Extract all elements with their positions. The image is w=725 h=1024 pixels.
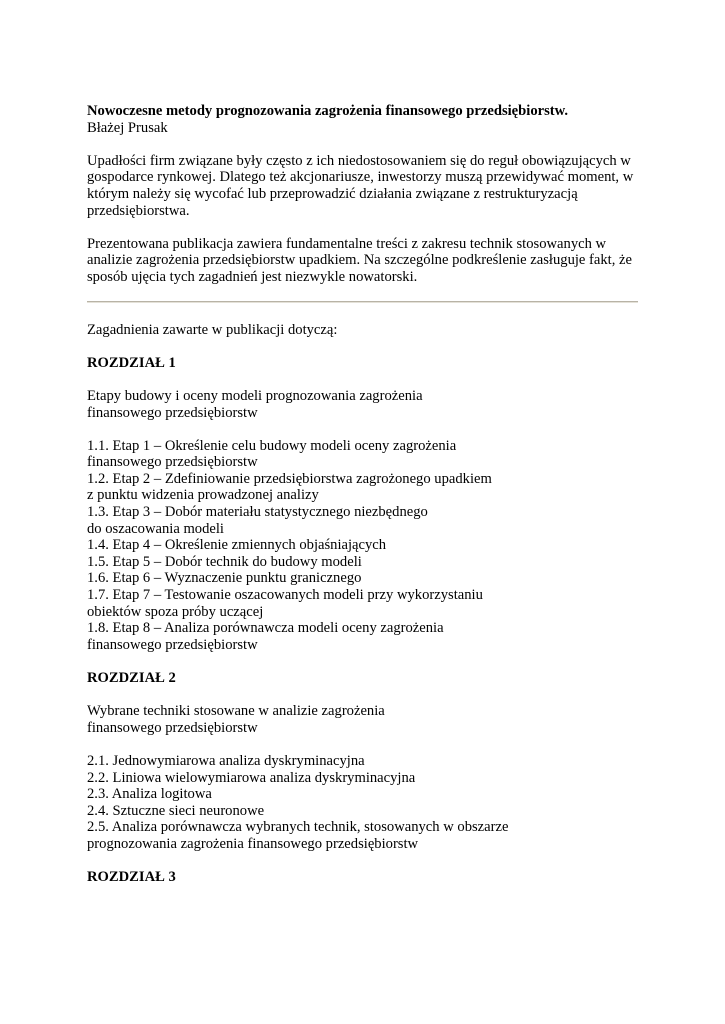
toc-intro: Zagadnienia zawarte w publikacji dotyczą: xyxy=(87,321,338,338)
list-item: 1.2. Etap 2 – Zdefiniowanie przedsiębiorstwa zagrożonego upadkiem xyxy=(87,470,492,487)
list-item: 1.7. Etap 7 – Testowanie oszacowanych modeli przy wykorzystaniu xyxy=(87,587,483,604)
list-item: 2.3. Analiza logitowa xyxy=(87,786,212,803)
list-item: 1.8. Etap 8 – Analiza porównawcza modeli oceny zagrożenia xyxy=(87,620,444,637)
spacer xyxy=(87,736,647,753)
list-item: 1.1. Etap 1 – Określenie celu budowy modeli oceny zagrożenia xyxy=(87,437,457,454)
list-item: 2.2. Liniowa wielowymiarowa analiza dyskryminacyjna xyxy=(87,769,416,786)
intro-paragraph-1 xyxy=(87,153,647,219)
spacer xyxy=(87,136,647,153)
list-item: 1.6. Etap 6 – Wyznaczenie punktu granicznego xyxy=(87,570,362,587)
horizontal-divider xyxy=(87,301,638,303)
chapter-1-contents xyxy=(87,438,647,654)
spacer xyxy=(87,853,647,870)
intro-paragraph-1-line: którym należy się wycofać lub przeprowadzić działania związane z restrukturyzacją xyxy=(87,185,578,202)
spacer xyxy=(87,687,647,704)
list-item: do oszacowania modeli xyxy=(87,520,224,537)
document-title: Nowoczesne metody prognozowania zagrożenia finansowego przedsiębiorstw. xyxy=(87,103,569,119)
list-item: 1.4. Etap 4 – Określenie zmiennych objaśniających xyxy=(87,537,387,554)
chapter-2-subtitle-line: Wybrane techniki stosowane w analizie zagrożenia xyxy=(87,703,385,720)
list-item: 2.4. Sztuczne sieci neuronowe xyxy=(87,802,265,819)
list-item: prognozowania zagrożenia finansowego przedsiębiorstw xyxy=(87,835,419,852)
list-item: 1.3. Etap 3 – Dobór materiału statystycznego niezbędnego xyxy=(87,504,428,521)
list-item: finansowego przedsiębiorstw xyxy=(87,454,258,471)
chapter-1-subtitle xyxy=(87,388,647,421)
spacer xyxy=(87,219,647,236)
chapter-2-subtitle xyxy=(87,703,647,736)
chapter-2-heading: ROZDZIAŁ 2 xyxy=(87,670,176,686)
intro-paragraph-1-line: przedsiębiorstwa. xyxy=(87,202,190,219)
intro-paragraph-2-line: analizie zagrożenia przedsiębiorstw upadkiem. Na szczególne podkreślenie zasługuje fakt, że xyxy=(87,252,632,269)
intro-paragraph-1-line: Upadłości firm związane były często z ich niedostosowaniem się do reguł obowiązujących w xyxy=(87,152,631,169)
spacer xyxy=(87,421,647,438)
list-item: 2.5. Analiza porównawcza wybranych technik, stosowanych w obszarze xyxy=(87,819,509,836)
list-item: 2.1. Jednowymiarowa analiza dyskryminacyjna xyxy=(87,752,365,769)
list-item: obiektów spoza próby uczącej xyxy=(87,603,264,620)
chapter-1-heading: ROZDZIAŁ 1 xyxy=(87,354,176,371)
spacer xyxy=(87,338,647,355)
list-item: finansowego przedsiębiorstw xyxy=(87,636,258,653)
spacer xyxy=(87,653,647,670)
chapter-2-subtitle-line: finansowego przedsiębiorstw xyxy=(87,719,258,736)
intro-paragraph-2-line: sposób ujęcia tych zagadnień jest niezwykle nowatorski. xyxy=(87,268,418,285)
chapter-2-contents xyxy=(87,753,647,853)
document-author: Błażej Prusak xyxy=(87,119,168,136)
chapter-3-heading: ROZDZIAŁ 3 xyxy=(87,869,176,886)
list-item: 1.5. Etap 5 – Dobór technik do budowy modeli xyxy=(87,553,362,570)
document-page xyxy=(87,103,647,886)
intro-paragraph-2 xyxy=(87,236,647,286)
chapter-1-subtitle-line: finansowego przedsiębiorstw xyxy=(87,404,258,421)
intro-paragraph-1-line: gospodarce rynkowej. Dlatego też akcjonariusze, inwestorzy muszą przewidywać moment, w xyxy=(87,169,634,186)
chapter-1-subtitle-line: Etapy budowy i oceny modeli prognozowania zagrożenia xyxy=(87,387,423,404)
intro-paragraph-2-line: Prezentowana publikacja zawiera fundamentalne treści z zakresu technik stosowanych w xyxy=(87,235,607,252)
list-item: z punktu widzenia prowadzonej analizy xyxy=(87,487,319,504)
spacer xyxy=(87,371,647,388)
